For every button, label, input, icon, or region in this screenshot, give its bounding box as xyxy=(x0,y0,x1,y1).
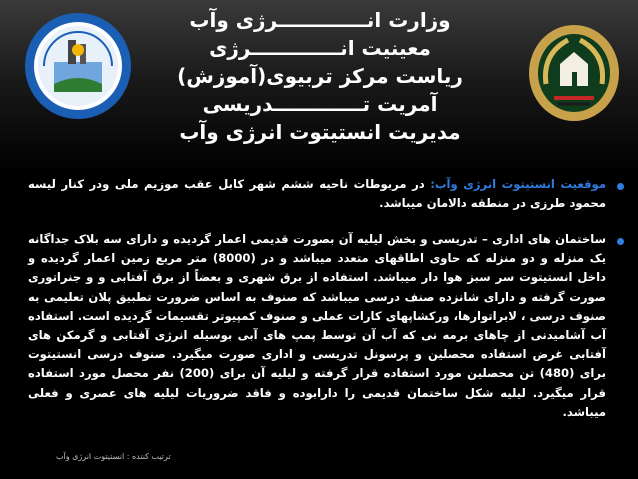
institute-management-title: مدیریت انستیتوت انرژی وآب xyxy=(179,120,461,144)
slide-footer: ترتیب کننده : انستیتوت انرژی وآب xyxy=(56,452,171,461)
buildings-text: ساختمان های اداری – تدریسی و بخش لیلیه آن بصورت قدیمی اعمار گردیده و دارای سه بلاک جداگانه یک منزله و دو منزله که حاوی اطاقهای متعدد میباشد و در (8000) متر مربع زمین اعمار گردیده و داخل انستیتوت سر سبز هوا دار میباشد. استفاده از برق شهری و بعضاً از برق آفتابی و و جنراتوری صورت گرفته و دارای شانزده صنف درسی میباشد که صنوف به اساس ضرورت تطبیق پلان تعلیمی به صنوف درسی ، لابراتوارها، ورکشاپهای کارات عملی و صنوف کمپیوتر تقسیمات گردیده است. استفاده آب آشامیدنی از چاهای برمه نی که آب آن توسط پمپ های آبی بوسیله انرژی آفتابی و گرمکن های آفتابی غرض استفاده محصلین و پرسونل تدریسی و اداری صورت میگیرد. صنوف درسی انستیتوت برای (480) تن محصلین مورد استفاده قرار گرفته و لیلیه آن برای (200) نفر محصل مورد استفاده قرار میگیرد. لیلیه شکل ساختمان قدیمی را دارابوده و فاقد ضروریات لیلیه های عصری و فعلی میباشد. xyxy=(28,232,606,419)
ministry-emblem-icon xyxy=(24,12,132,120)
afghanistan-emblem-icon xyxy=(528,24,620,122)
deputy-ministry-title: معینیت انـــــــــــــرژی xyxy=(209,36,431,60)
bullet-buildings xyxy=(28,230,606,422)
bullet-marker-2 xyxy=(617,238,624,245)
bullet-marker-1 xyxy=(617,183,624,190)
ministry-title: وزارت انـــــــــــــرژی وآب xyxy=(189,8,451,32)
location-heading: موقعیت انستیتوت انرژی وآب: xyxy=(430,177,606,191)
location-text: در مربوطات ناحیه ششم شهر کابل عقب موزیم ملی ودر کنار لیسه محمود طرزی در منطقه دالامان میباشد. xyxy=(28,177,606,211)
directorate-title: ریاست مرکز تربیوی(آموزش) xyxy=(177,64,463,88)
teaching-department-title: آمریت تـــــــــــــدریسی xyxy=(202,92,438,116)
bullet-location xyxy=(28,175,606,213)
